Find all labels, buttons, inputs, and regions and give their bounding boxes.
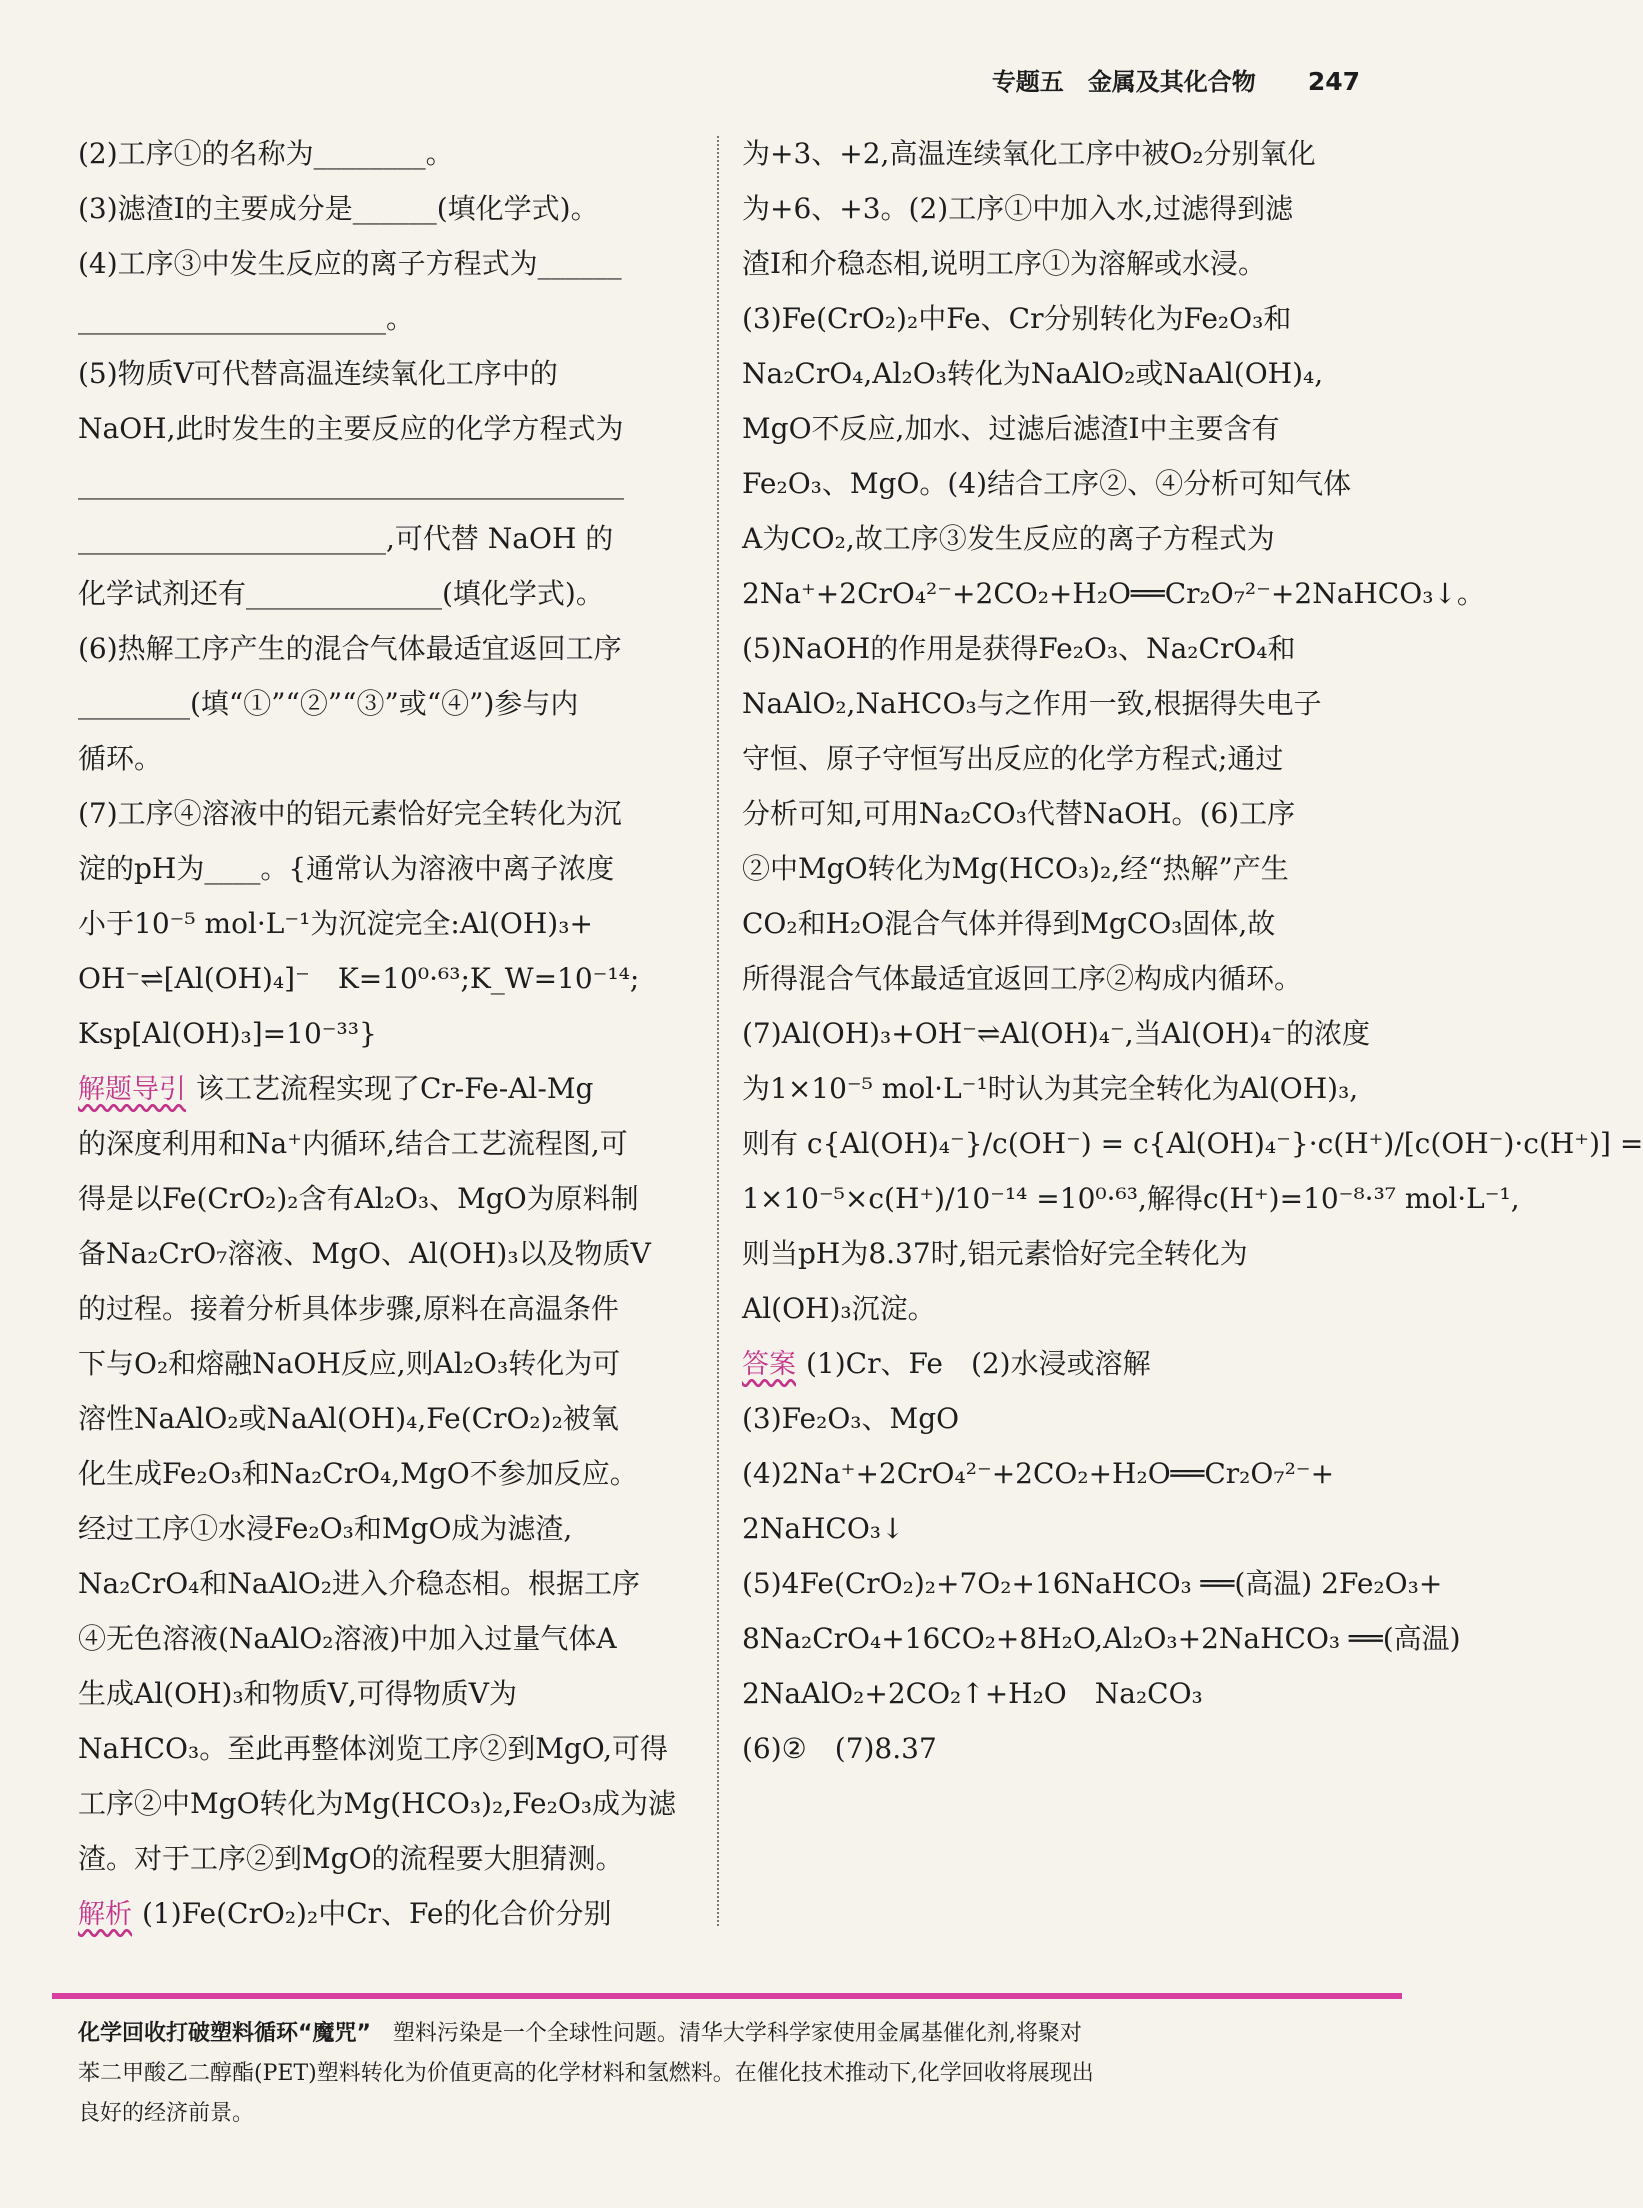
text-line <box>78 511 708 566</box>
text-line <box>78 1061 708 1116</box>
line-text: (6)热解工序产生的混合气体最适宜返回工序 <box>78 632 622 665</box>
text-line <box>742 1666 1382 1721</box>
line-text: ______________________。 <box>78 302 415 335</box>
text-line <box>78 786 708 841</box>
text-line <box>742 1446 1382 1501</box>
text-line <box>742 951 1382 1006</box>
footer-text: 塑料污染是一个全球性问题。清华大学科学家使用金属基催化剂,将聚对 <box>392 2021 1082 2046</box>
line-text: (1)Fe(CrO₂)₂中Cr、Fe的化合价分别 <box>142 1897 612 1930</box>
text-line <box>742 1391 1382 1446</box>
text-line <box>742 841 1382 896</box>
page-header <box>992 62 1360 97</box>
line-text: ④无色溶液(NaAlO₂溶液)中加入过量气体A <box>78 1622 617 1655</box>
column-divider <box>717 136 719 1926</box>
text-line <box>78 1281 708 1336</box>
text-line <box>742 456 1382 511</box>
line-text: Ksp[Al(OH)₃]=10⁻³³} <box>78 1017 377 1050</box>
text-line <box>78 1226 708 1281</box>
line-text: 得是以Fe(CrO₂)₂含有Al₂O₃、MgO为原料制 <box>78 1182 639 1215</box>
line-text: 2NaAlO₂+2CO₂↑+H₂O Na₂CO₃ <box>742 1677 1203 1710</box>
text-line <box>78 1336 708 1391</box>
header-title: 金属及其化合物 <box>1087 68 1256 96</box>
text-line <box>742 181 1382 236</box>
text-line <box>742 1336 1382 1391</box>
line-text: (5)NaOH的作用是获得Fe₂O₃、Na₂CrO₄和 <box>742 632 1296 665</box>
text-line <box>78 621 708 676</box>
line-text: NaHCO₃。至此再整体浏览工序②到MgO,可得 <box>78 1732 669 1765</box>
text-line <box>78 1721 708 1776</box>
page-number: 247 <box>1307 67 1360 96</box>
text-line <box>78 1666 708 1721</box>
line-text: NaAlO₂,NaHCO₃与之作用一致,根据得失电子 <box>742 687 1322 720</box>
header-section: 专题五 <box>991 68 1064 96</box>
text-line <box>742 1556 1443 1611</box>
text-line <box>78 1006 708 1061</box>
line-text: (4)工序③中发生反应的离子方程式为______ <box>78 247 622 280</box>
footer-box <box>78 2014 1398 2134</box>
text-line <box>742 1116 1643 1171</box>
text-line <box>78 401 708 456</box>
line-text: 小于10⁻⁵ mol·L⁻¹为沉淀完全:Al(OH)₃+ <box>78 907 593 940</box>
text-line <box>78 1556 708 1611</box>
footer-title: 化学回收打破塑料循环“魔咒” <box>78 2021 371 2046</box>
text-line <box>742 896 1382 951</box>
footer-line: 苯二甲酸乙二醇酯(PET)塑料转化为价值更高的化学材料和氢燃料。在催化技术推动下,化学回收将展现出 <box>78 2061 1094 2086</box>
text-line <box>78 1831 708 1886</box>
text-line <box>742 1226 1382 1281</box>
line-text: NaOH,此时发生的主要反应的化学方程式为 <box>78 412 624 445</box>
text-line <box>742 1061 1382 1116</box>
text-line <box>742 236 1382 291</box>
line-text: (7)Al(OH)₃+OH⁻⇌Al(OH)₄⁻,当Al(OH)₄⁻的浓度 <box>742 1017 1371 1050</box>
line-text: Fe₂O₃、MgO。(4)结合工序②、④分析可知气体 <box>742 467 1352 500</box>
line-text: 淀的pH为____。{通常认为溶液中离子浓度 <box>78 852 615 885</box>
line-text: 为+3、+2,高温连续氧化工序中被O₂分别氧化 <box>742 137 1316 170</box>
line-text: 备Na₂CrO₇溶液、MgO、Al(OH)₃以及物质Ⅴ <box>78 1237 651 1270</box>
line-text: (5)物质Ⅴ可代替高温连续氧化工序中的 <box>78 357 558 390</box>
text-line <box>742 1721 1382 1776</box>
text-line <box>78 1776 708 1831</box>
line-text: 的深度利用和Na⁺内循环,结合工艺流程图,可 <box>78 1127 628 1160</box>
text-line <box>78 896 708 951</box>
text-line <box>742 566 1485 621</box>
line-text: 化学试剂还有______________(填化学式)。 <box>78 577 604 610</box>
text-line <box>78 566 708 621</box>
line-text: 为+6、+3。(2)工序①中加入水,过滤得到滤 <box>742 192 1294 225</box>
text-line <box>78 236 708 291</box>
line-text: 经过工序①水浸Fe₂O₃和MgO成为滤渣, <box>78 1512 573 1545</box>
text-line <box>742 291 1382 346</box>
line-text: _______________________________________ <box>78 467 624 500</box>
footer-line <box>78 2014 1398 2054</box>
text-line <box>742 346 1382 401</box>
text-line <box>78 951 708 1006</box>
line-text: 渣Ⅰ和介稳态相,说明工序①为溶解或水浸。 <box>742 247 1266 280</box>
text-line <box>78 346 708 401</box>
line-text: 工序②中MgO转化为Mg(HCO₃)₂,Fe₂O₃成为滤 <box>78 1787 677 1820</box>
text-line <box>742 786 1382 841</box>
line-text: Na₂CrO₄和NaAlO₂进入介稳态相。根据工序 <box>78 1567 640 1600</box>
line-text: 则当pH为8.37时,铝元素恰好完全转化为 <box>742 1237 1248 1270</box>
line-text: 8Na₂CrO₄+16CO₂+8H₂O,Al₂O₃+2NaHCO₃ ══(高温) <box>742 1622 1461 1655</box>
text-line <box>742 1611 1461 1666</box>
line-text: 循环。 <box>78 742 163 775</box>
text-line <box>742 511 1382 566</box>
line-text: 该工艺流程实现了Cr-Fe-Al-Mg <box>196 1072 594 1105</box>
text-line <box>78 1501 708 1556</box>
text-line <box>742 1171 1520 1226</box>
text-line <box>78 1391 708 1446</box>
line-text: ②中MgO转化为Mg(HCO₃)₂,经“热解”产生 <box>742 852 1289 885</box>
line-text: Al(OH)₃沉淀。 <box>742 1292 936 1325</box>
section-tag: 解题导引 <box>78 1074 186 1105</box>
line-text: (7)工序④溶液中的铝元素恰好完全转化为沉 <box>78 797 622 830</box>
line-text: Na₂CrO₄,Al₂O₃转化为NaAlO₂或NaAl(OH)₄, <box>742 357 1324 390</box>
line-text: (4)2Na⁺+2CrO₄²⁻+2CO₂+H₂O══Cr₂O₇²⁻+ <box>742 1457 1335 1490</box>
section-tag: 答案 <box>742 1349 796 1380</box>
text-line <box>78 1171 708 1226</box>
line-text: 溶性NaAlO₂或NaAl(OH)₄,Fe(CrO₂)₂被氧 <box>78 1402 619 1435</box>
line-text: 守恒、原子守恒写出反应的化学方程式;通过 <box>742 742 1284 775</box>
text-line <box>78 731 708 786</box>
line-text: (3)Fe₂O₃、MgO <box>742 1402 960 1435</box>
line-text: 渣。对于工序②到MgO的流程要大胆猜测。 <box>78 1842 624 1875</box>
section-tag: 解析 <box>78 1899 132 1930</box>
line-text: (2)工序①的名称为________。 <box>78 137 454 170</box>
line-text: 所得混合气体最适宜返回工序②构成内循环。 <box>742 962 1303 995</box>
left-column <box>78 126 708 1941</box>
text-line <box>78 126 708 181</box>
line-text: (5)4Fe(CrO₂)₂+7O₂+16NaHCO₃ ══(高温) 2Fe₂O₃+ <box>742 1567 1443 1600</box>
line-text: MgO不反应,加水、过滤后滤渣Ⅰ中主要含有 <box>742 412 1280 445</box>
footer-line: 良好的经济前景。 <box>78 2101 255 2126</box>
text-line <box>742 126 1382 181</box>
footer-bar <box>52 1993 1402 1999</box>
line-text: (6)② (7)8.37 <box>742 1732 937 1765</box>
text-line <box>742 1281 1382 1336</box>
text-line <box>742 1501 1382 1556</box>
line-text: ______________________,可代替 NaOH 的 <box>78 522 614 555</box>
text-line <box>78 1886 708 1941</box>
text-line <box>78 181 708 236</box>
line-text: 化生成Fe₂O₃和Na₂CrO₄,MgO不参加反应。 <box>78 1457 638 1490</box>
line-text: 1×10⁻⁵×c(H⁺)/10⁻¹⁴ =10⁰·⁶³,解得c(H⁺)=10⁻⁸·³⁷ mol·L⁻¹, <box>742 1182 1520 1215</box>
right-column <box>742 126 1643 1776</box>
text-line <box>78 676 708 731</box>
text-line <box>742 676 1382 731</box>
line-text: OH⁻⇌[Al(OH)₄]⁻ K=10⁰·⁶³;K_W=10⁻¹⁴; <box>78 962 640 995</box>
text-line <box>78 291 708 346</box>
text-line <box>78 1611 708 1666</box>
line-text: 生成Al(OH)₃和物质Ⅴ,可得物质Ⅴ为 <box>78 1677 517 1710</box>
line-text: (1)Cr、Fe (2)水浸或溶解 <box>806 1347 1151 1380</box>
line-text: 2NaHCO₃↓ <box>742 1512 905 1545</box>
line-text: 下与O₂和熔融NaOH反应,则Al₂O₃转化为可 <box>78 1347 621 1380</box>
text-line <box>78 841 708 896</box>
line-text: 的过程。接着分析具体步骤,原料在高温条件 <box>78 1292 619 1325</box>
text-line <box>78 1116 708 1171</box>
line-text: 为1×10⁻⁵ mol·L⁻¹时认为其完全转化为Al(OH)₃, <box>742 1072 1359 1105</box>
text-line <box>742 1006 1382 1061</box>
line-text: (3)滤渣Ⅰ的主要成分是______(填化学式)。 <box>78 192 599 225</box>
line-text: A为CO₂,故工序③发生反应的离子方程式为 <box>742 522 1275 555</box>
line-text: ________(填“①”“②”“③”或“④”)参与内 <box>78 687 579 720</box>
line-text: 2Na⁺+2CrO₄²⁻+2CO₂+H₂O══Cr₂O₇²⁻+2NaHCO₃↓。 <box>742 577 1485 610</box>
line-text: (3)Fe(CrO₂)₂中Fe、Cr分别转化为Fe₂O₃和 <box>742 302 1292 335</box>
text-line <box>78 456 708 511</box>
text-line <box>78 1446 708 1501</box>
line-text: 分析可知,可用Na₂CO₃代替NaOH。(6)工序 <box>742 797 1296 830</box>
line-text: 则有 c{Al(OH)₄⁻}/c(OH⁻) = c{Al(OH)₄⁻}·c(H⁺)/[c(OH⁻)·c(H⁺)] = <box>742 1127 1643 1160</box>
text-line <box>742 731 1382 786</box>
text-line <box>742 621 1382 676</box>
text-line <box>742 401 1382 456</box>
line-text: CO₂和H₂O混合气体并得到MgCO₃固体,故 <box>742 907 1276 940</box>
